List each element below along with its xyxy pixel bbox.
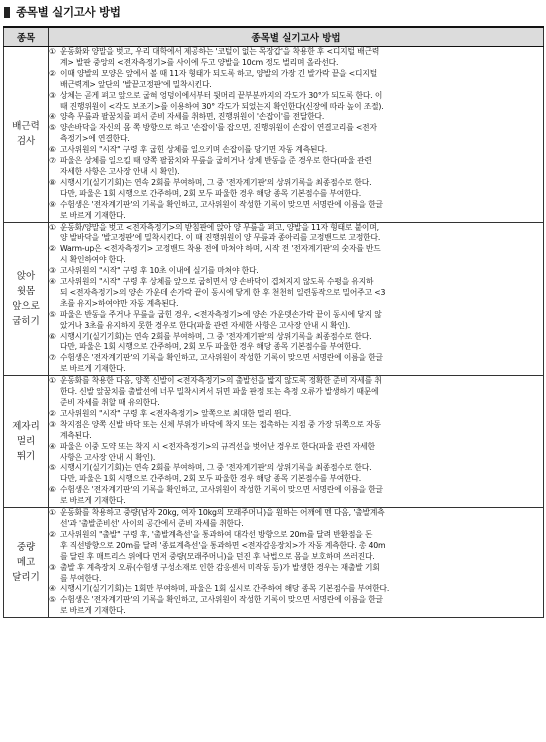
method-list-item (49, 310, 543, 332)
circled-number: ① (49, 376, 56, 386)
table-row (4, 47, 544, 223)
circled-number: ② (49, 68, 56, 78)
circled-number: ④ (49, 441, 56, 451)
square-bullet-icon (4, 7, 10, 18)
method-list-item (49, 47, 543, 69)
circled-number: ① (49, 47, 56, 56)
method-list-item (49, 200, 543, 222)
method-text: 고사위원의 "시작" 구령 후 10초 이내에 실기를 마쳐야 한다. (60, 266, 259, 276)
event-name: 배근력 검사 (12, 121, 40, 148)
method-list-item (49, 123, 543, 145)
method-list-item (49, 463, 543, 485)
method-cell (49, 508, 544, 618)
circled-number: ② (49, 244, 56, 254)
table-body (4, 47, 544, 618)
event-name-cell (4, 508, 49, 618)
method-list-item (49, 530, 543, 563)
method-text: 파울은 상체를 일으킬 때 양쪽 팔꿈치와 무릎을 굽히거나 상체 반동을 준 경우로 한다(파울 관련 자세한 사항은 고사장 안내 시 확인). (60, 156, 372, 176)
method-text: 고사위원의 "시작" 구령 후 굽힌 상체를 일으키며 손잡이를 당기면 자동 계측된다. (60, 145, 328, 155)
header-method: 종목별 실기고사 방법 (49, 27, 544, 47)
method-list-item (49, 376, 543, 409)
circled-number: ⑤ (49, 595, 56, 605)
circled-number: ⑤ (49, 309, 56, 319)
section-heading (4, 2, 121, 22)
method-list-item (49, 223, 543, 245)
circled-number: ③ (49, 266, 56, 276)
method-text: 출발 후 계측장치 오류(수험생 구성소재로 인한 감응센서 미작동 등)가 발생한 경우는 재출발 기회 를 부여한다. (60, 562, 380, 583)
circled-number: ③ (49, 562, 56, 572)
circled-number: ③ (49, 419, 56, 429)
circled-number: ④ (49, 584, 56, 594)
circled-number: ④ (49, 277, 56, 287)
method-list-item (49, 420, 543, 442)
method-list-item (49, 156, 543, 178)
method-list-item (49, 584, 543, 595)
method-text: 운동화를 착용한 다음, 양쪽 신발이 <전자측정기>의 출발선을 밟지 않도록 정확한 준비 자세를 취 한다. 신발 앞꿈치를 출발선에 너무 밀착시켜서 뒤면 파울 판정 또는 측정 오류가 발생하기 때문에 준비 자세를 취할 때 유의한다. (60, 376, 382, 407)
method-list-item (49, 563, 543, 585)
method-text: 상체는 곧게 펴고 앞으로 굽혀 엉덩이에서부터 뒷머리 끝부분까지의 각도가 30°가 되도록 한다. 이 때 진행위원이 <각도 보조기>를 이용하여 30° 각도가 되었는지 확인한다(신장에 따라 높이 조절). (60, 90, 384, 111)
method-text: 고사위원의 "시작" 구령 후 <전자측정기> 앞쪽으로 최대한 멀리 뛴다. (60, 408, 292, 418)
method-list-item (49, 442, 543, 464)
circled-number: ① (49, 508, 56, 518)
method-text: 운동화와 양말을 벗고, 우리 대학에서 제공하는 '코털이 없는 목장갑'을 착용한 후 <디지털 배근력 계> 발판 중앙의 <전자측정기>를 사이에 두고 양발을 10cm 정도 벌리며 올라선다. (60, 47, 380, 67)
method-list-item (49, 409, 543, 420)
method-text: Warm-up은 <전자측정기> 고정밴드 착용 전에 마쳐야 하며, 시작 전 '전자계기판'의 숫자를 반드 시 확인하여야 한다. (60, 244, 381, 265)
method-text: 시행시기(실기기회)는 연속 2회를 부여하며, 그 중 '전자계기판'의 상위기록을 최종점수로 한다. 다만, 파울은 1회 시행으로 간주하며, 2회 모두 파울한 경우 해당 종목 기본점수를 부여한다. (60, 177, 372, 198)
table-row (4, 508, 544, 618)
circled-number: ⑧ (49, 177, 56, 187)
method-text: 파울은 이중 도약 또는 착지 시 <전자측정기>의 규격선을 벗어난 경우로 한다(파울 관련 자세한 사항은 고사장 안내 시 확인). (60, 441, 375, 462)
event-name: 제자리 멀리 뛰기 (12, 421, 40, 463)
section-heading-text: 종목별 실기고사 방법 (16, 5, 121, 19)
method-text: 양손바닥을 자신의 몸 쪽 방향으로 하고 '손잡이'를 잡으면, 진행위원이 손잡이 연결고리를 <전자 측정기>에 연결한다. (60, 123, 377, 144)
table-row (4, 376, 544, 508)
method-text: 착지점은 양쪽 신발 바닥 또는 신체 부위가 바닥에 착지 또는 접촉하는 지점 중 가장 뒤쪽으로 자동 계측된다. (60, 419, 381, 440)
table-header-row (4, 27, 544, 47)
table-row (4, 222, 544, 376)
circled-number: ① (49, 222, 56, 232)
event-name: 앉아 윗몸 앞으로 굽히기 (12, 270, 40, 327)
method-text: 고사위원의 "시작" 구령 후 상체를 앞으로 굽히면서 양 손바닥이 겹쳐지지 않도록 수평을 유지하 되 <전자측정기>의 양손 가운데 손가락 끝이 동시에 닿게 한 후 천천히 일련동작으로 밀어주고 <3 초를 유지>하여야만 자동 계측된다. (60, 277, 386, 308)
method-cell (49, 376, 544, 508)
circled-number: ⑨ (49, 199, 56, 209)
method-list-item (49, 485, 543, 507)
circled-number: ⑥ (49, 145, 56, 155)
event-name-cell (4, 222, 49, 376)
method-list-item (49, 277, 543, 310)
circled-number: ⑥ (49, 485, 56, 495)
method-text: 운동화를 착용하고 중량(남자 20kg, 여자 10kg의 모래주머니)을 원하는 어깨에 멘 다음, '출발계측 선'과 '출발준비선' 사이의 공간에서 준비 자세를 취한다. (60, 508, 385, 528)
event-name: 중량 메고 달리기 (12, 542, 40, 584)
method-text: 운동화/양말을 벗고 <전자측정기>의 받침판에 앉아 양 무릎을 펴고, 양발을 11자 형태로 붙이며, 양 발바닥을 '발고정판'에 밀착시킨다. 이 때 진행위원이 양 무릎과 종아리를 고정밴드로 고정한다. (60, 222, 381, 243)
method-text: 수험생은 '전자계기판'의 기록을 확인하고, 고사위원이 작성한 기록이 맞으면 서명란에 이름을 한글 로 바르게 기재한다. (60, 353, 383, 374)
method-text: 양측 무릎과 팔꿈치를 펴서 준비 자세를 취하면, 진행위원이 '손잡이'를 전달한다. (60, 112, 325, 122)
circled-number: ② (49, 408, 56, 418)
header-category: 종목 (4, 27, 49, 47)
circled-number: ④ (49, 112, 56, 122)
method-list-item (49, 91, 543, 113)
method-text: 수험생은 '전자계기판'의 기록을 확인하고, 고사위원이 작성한 기록이 맞으면 서명란에 이름을 한글 로 바르게 기재한다. (60, 485, 383, 506)
method-text: 파울은 반동을 주거나 무릎을 굽힌 경우, <전자측정기>에 양손 가운뎃손가락 끝이 동시에 닿지 않 았거나 3초를 유지하지 못한 경우로 한다(파울 관련 자세한 사항은 고사장 안내 시 확인). (60, 309, 382, 330)
method-list-item (49, 112, 543, 123)
method-text: 수험생은 '전자계기판'의 기록을 확인하고, 고사위원이 작성한 기록이 맞으면 서명란에 이름을 한글 로 바르게 기재한다. (60, 199, 383, 220)
method-text: 시행시기(실기기회)는 1회만 부여하며, 파울은 1회 실시로 간주하여 해당 종목 기본점수를 부여한다. (60, 584, 390, 594)
circled-number: ⑦ (49, 156, 56, 166)
circled-number: ⑤ (49, 123, 56, 133)
event-name-cell (4, 47, 49, 223)
method-list-item (49, 178, 543, 200)
method-list-item (49, 69, 543, 91)
circled-number: ⑦ (49, 353, 56, 363)
circled-number: ③ (49, 90, 56, 100)
exam-methods-table (3, 26, 544, 618)
method-cell (49, 47, 544, 223)
method-cell (49, 222, 544, 376)
circled-number: ② (49, 529, 56, 539)
method-text: 고사위원의 "출발" 구령 후, '출발계측선'을 통과하여 대각선 방향으로 20m를 달려 반환점을 돈 후 직선방향으로 20m를 달려 '종료계측선'을 통과하면 <전자감응장치>가 자동 계측한다. 총 40m 를 달린 후 매트리스 위에다 먼저 중량(모래주머니)을 던진 후 낙법으로 몸을 보호하며 쓰러진다. (60, 529, 386, 561)
method-list-item (49, 266, 543, 277)
method-list-item (49, 244, 543, 266)
method-text: 이때 양발의 모양은 앞에서 볼 때 11자 형태가 되도록 하고, 양발의 가장 긴 발가락 끝을 <디지털 배근력계> 앞단의 '발끝고정판'에 밀착시킨다. (60, 68, 378, 89)
method-text: 시행시기(실기기회)는 연속 2회를 부여하며, 그 중 '전자계기판'의 상위기록을 최종점수로 한다. 다만, 파울은 1회 시행으로 간주하며, 2회 모두 파울한 경우 해당 종목 기본점수를 부여한다. (60, 463, 372, 484)
circled-number: ⑤ (49, 463, 56, 473)
method-list-item (49, 145, 543, 156)
event-name-cell (4, 376, 49, 508)
method-text: 수험생은 '전자계기판'의 기록을 확인하고, 고사위원이 작성한 기록이 맞으면 서명란에 이름을 한글 로 바르게 기재한다. (60, 595, 383, 616)
method-list-item (49, 508, 543, 530)
circled-number: ⑥ (49, 331, 56, 341)
method-list-item (49, 332, 543, 354)
method-text: 시행시기(실기기회)는 연속 2회를 부여하며, 그 중 '전자계기판'의 상위기록을 최종점수로 한다. 다만, 파울은 1회 시행으로 간주하며, 2회 모두 파울한 경우 해당 종목 기본점수를 부여한다. (60, 331, 372, 352)
method-list-item (49, 353, 543, 375)
method-list-item (49, 595, 543, 617)
